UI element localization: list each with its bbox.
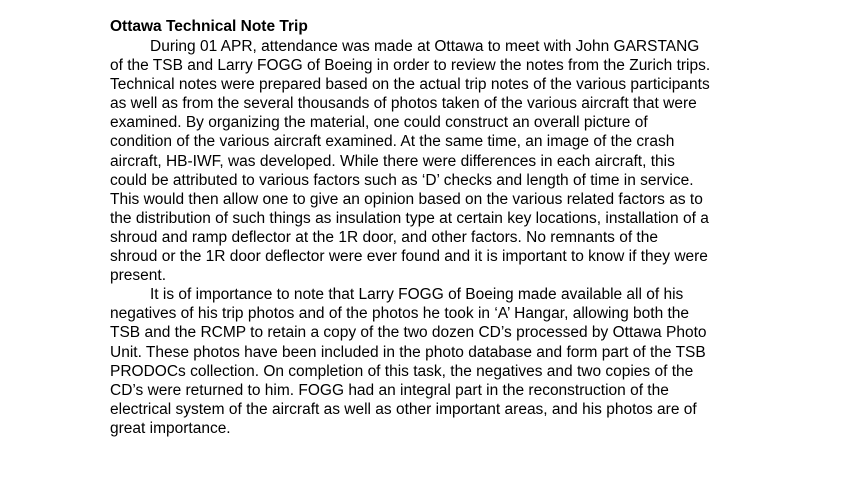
document-page: [110, 16, 830, 438]
text-line: During 01 APR, attendance was made at Ottawa to meet with John GARSTANG: [150, 38, 700, 55]
text-line: shroud or the 1R door deflector were ever found and it is important to know if they were: [110, 248, 708, 266]
text-line: the distribution of such things as insulation type at certain key locations, installation of a: [110, 209, 709, 227]
text-line: great importance.: [110, 419, 231, 437]
text-line: could be attributed to various factors such as ‘D’ checks and length of time in service.: [110, 171, 694, 189]
text-line: present.: [110, 267, 167, 285]
text-line: TSB and the RCMP to retain a copy of the two dozen CD’s processed by Ottawa Photo: [110, 324, 707, 342]
document-title: Ottawa Technical Note Trip: [110, 18, 308, 35]
text-line: aircraft, HB-IWF, was developed. While there were differences in each aircraft, this: [110, 152, 675, 170]
paragraph-2: [110, 285, 830, 438]
text-line: It is of importance to note that Larry FOGG of Boeing made available all of his: [150, 286, 684, 304]
text-line: condition of the various aircraft examined. At the same time, an image of the crash: [110, 133, 675, 151]
paragraph-1: [110, 37, 830, 285]
text-line: examined. By organizing the material, one could construct an overall picture of: [110, 114, 648, 132]
text-line: electrical system of the aircraft as well as other important areas, and his photos are of: [110, 400, 697, 418]
text-line: of the TSB and Larry FOGG of Boeing in order to review the notes from the Zurich trips.: [110, 57, 711, 75]
text-line: Technical notes were prepared based on the actual trip notes of the various participants: [110, 76, 710, 94]
text-line: PRODOCs collection. On completion of this task, the negatives and two copies of the: [110, 362, 694, 380]
text-line: CD’s were returned to him. FOGG had an integral part in the reconstruction of the: [110, 381, 669, 399]
text-line: Unit. These photos have been included in the photo database and form part of the TSB: [110, 343, 706, 361]
text-line: negatives of his trip photos and of the photos he took in ‘A’ Hangar, allowing both the: [110, 305, 690, 323]
text-line: as well as from the several thousands of photos taken of the various aircraft that were: [110, 95, 697, 113]
text-line: This would then allow one to give an opinion based on the various related factors as to: [110, 190, 703, 208]
text-line: shroud and ramp deflector at the 1R door, and other factors. No remnants of the: [110, 228, 658, 246]
